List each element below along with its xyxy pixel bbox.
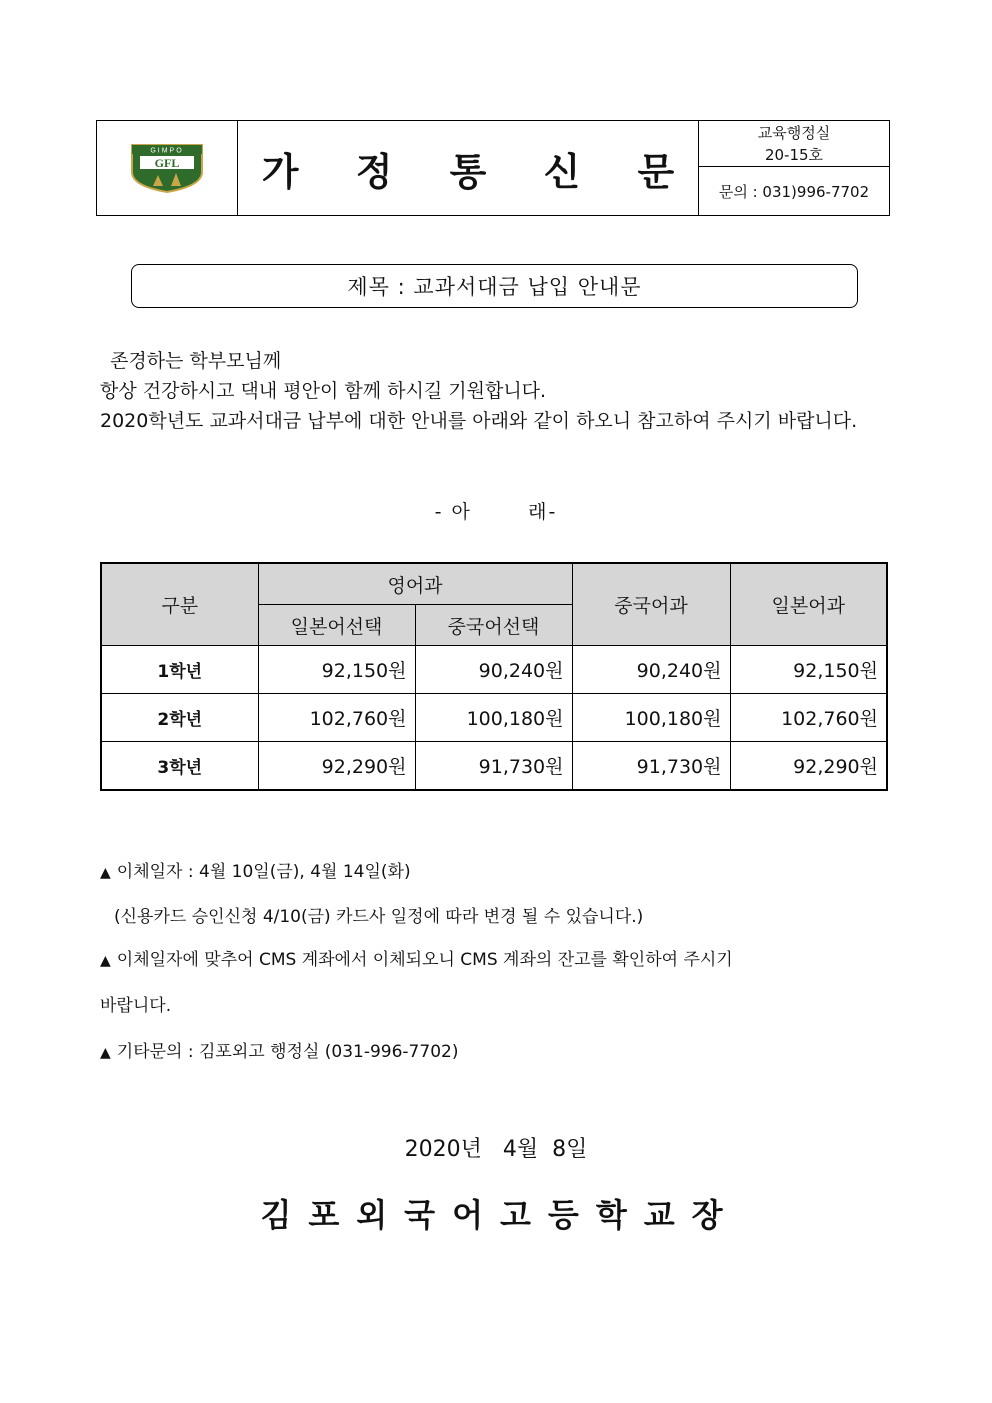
table-cell: 90,240원 <box>572 646 730 694</box>
header-english: 영어과 <box>258 563 572 605</box>
note-transfer-dates <box>100 857 411 882</box>
header-chinese: 중국어과 <box>572 563 730 646</box>
contact-info: 문의 : 031)996-7702 <box>718 182 870 201</box>
doc-info <box>699 121 889 215</box>
table-row <box>101 694 887 742</box>
table-cell: 100,180원 <box>415 694 572 742</box>
table-row <box>101 646 887 694</box>
row-grade: 1학년 <box>101 646 258 694</box>
transfer-dates-text: 이체일자 : 4월 10일(금), 4월 14일(화) <box>116 862 411 882</box>
header-japanese: 일본어과 <box>730 563 887 646</box>
note-card: (신용카드 승인신청 4/10(금) 카드사 일정에 따라 변경 될 수 있습니다.) <box>114 907 644 927</box>
fee-table <box>100 562 888 791</box>
page-title: 가 정 통 신 문 <box>238 121 699 215</box>
body-text <box>100 346 888 436</box>
signer: 김포외국어고등학교장 <box>260 1196 740 1234</box>
greeting: 존경하는 학부모님께 <box>110 350 282 372</box>
table-cell: 102,760원 <box>730 694 887 742</box>
table-cell: 92,150원 <box>258 646 415 694</box>
cms-text-line-2: 바랍니다. <box>100 996 172 1016</box>
table-cell: 91,730원 <box>415 742 572 791</box>
triangle-bullet-icon: ▲ <box>100 1045 111 1061</box>
table-row <box>101 742 887 791</box>
row-grade: 3학년 <box>101 742 258 791</box>
table-cell: 100,180원 <box>572 694 730 742</box>
office-name: 교육행정실 <box>757 123 831 142</box>
table-cell: 92,150원 <box>730 646 887 694</box>
header-japanese-choice: 일본어선택 <box>258 605 415 646</box>
table-header-row <box>101 563 887 605</box>
triangle-bullet-icon: ▲ <box>100 953 111 969</box>
doc-info-top <box>699 121 889 167</box>
header-chinese-choice: 중국어선택 <box>415 605 572 646</box>
notice-heading: - 아 래- <box>434 501 558 523</box>
other-inquiry-text: 기타문의 : 김포외고 행정실 (031-996-7702) <box>116 1042 459 1062</box>
row-grade: 2학년 <box>101 694 258 742</box>
newsletter-header <box>96 120 890 216</box>
table-cell: 92,290원 <box>730 742 887 791</box>
cms-text-line-1: 이체일자에 맞추어 CMS 계좌에서 이체되오니 CMS 계좌의 잔고를 확인하여 주시기 <box>116 950 733 970</box>
body-line-2: 2020학년도 교과서대금 납부에 대한 안내를 아래와 같이 하오니 참고하여 주시기 바랍니다. <box>100 410 858 432</box>
logo-mark-text: GFL <box>154 156 180 170</box>
issue-date: 2020년 4월 8일 <box>404 1137 588 1162</box>
table-cell: 102,760원 <box>258 694 415 742</box>
body-line-1: 항상 건강하시고 댁내 평안이 함께 하시길 기원합니다. <box>100 380 547 402</box>
subject-box: 제목 : 교과서대금 납입 안내문 <box>131 264 858 308</box>
note-cms <box>100 945 733 970</box>
table-cell: 92,290원 <box>258 742 415 791</box>
triangle-bullet-icon: ▲ <box>100 865 111 881</box>
header-category: 구분 <box>101 563 258 646</box>
doc-number: 20-15호 <box>764 145 824 164</box>
logo-cell <box>97 121 238 215</box>
table-cell: 91,730원 <box>572 742 730 791</box>
logo-top-text: GIMPO <box>150 147 184 155</box>
note-other-inquiry <box>100 1037 458 1062</box>
school-crest-icon <box>129 142 205 194</box>
table-cell: 90,240원 <box>415 646 572 694</box>
